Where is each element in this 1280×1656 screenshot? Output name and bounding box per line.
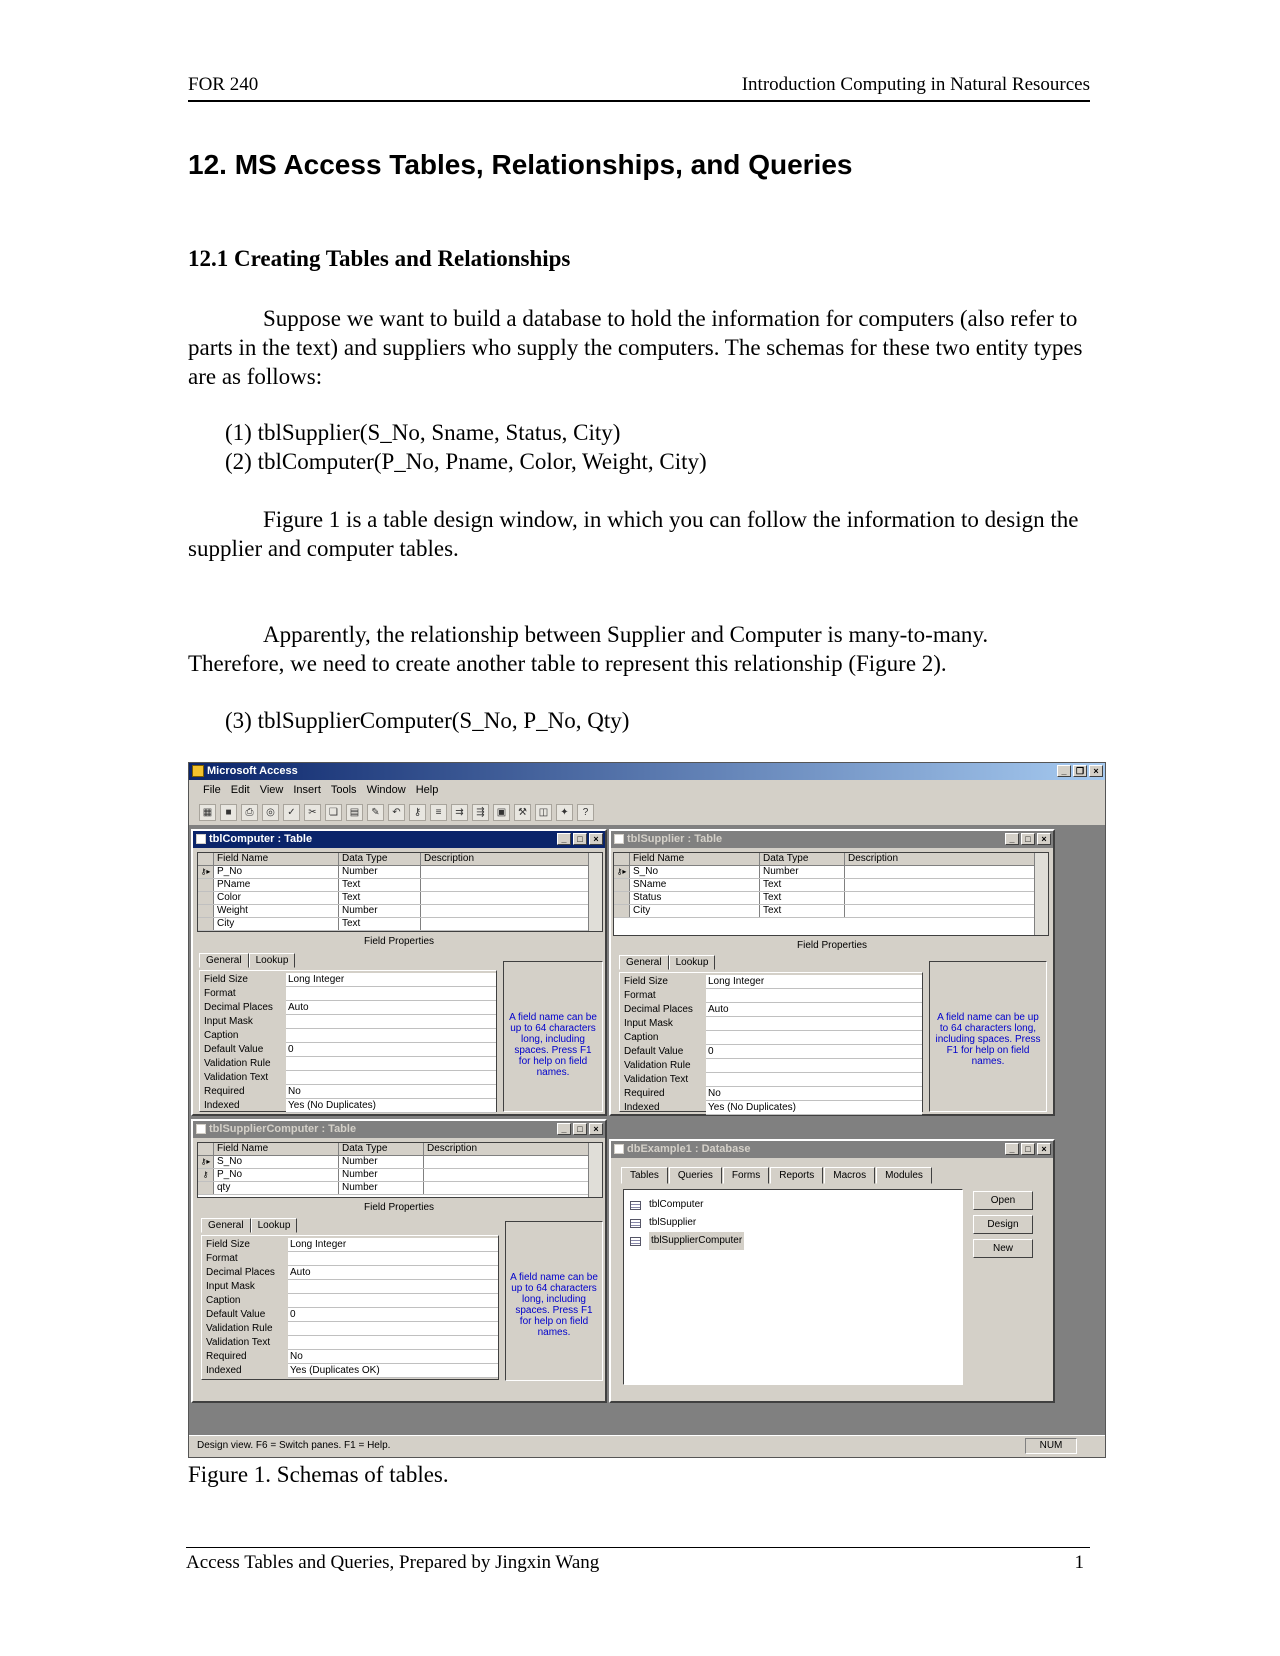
field-properties-label: Field Properties [363, 936, 435, 947]
format-painter-icon[interactable]: ✎ [367, 804, 384, 821]
schema-list-2: (3) tblSupplierComputer(S_No, P_No, Qty) [225, 708, 630, 733]
status-text: Design view. F6 = Switch panes. F1 = Help. [197, 1440, 391, 1451]
database-window[interactable] [609, 1139, 1055, 1403]
open-button[interactable]: Open [973, 1191, 1033, 1210]
cut-icon[interactable]: ✂ [304, 804, 321, 821]
page-header [188, 74, 1090, 102]
table-list [623, 1189, 963, 1385]
save-icon[interactable]: ■ [220, 804, 237, 821]
menu-window[interactable]: Window [366, 784, 406, 796]
list-item[interactable]: tblSupplier [630, 1214, 956, 1232]
computer-table-window[interactable] [191, 829, 607, 1116]
tab-macros[interactable]: Macros [824, 1167, 875, 1184]
design-button[interactable]: Design [973, 1215, 1033, 1234]
copy-icon[interactable]: ❏ [325, 804, 342, 821]
restore-icon[interactable]: ❐ [1073, 765, 1087, 777]
paragraph-2: Figure 1 is a table design window, in which you can follow the information to design the supplier and computer tables. [188, 507, 1079, 561]
undo-icon[interactable]: ↶ [388, 804, 405, 821]
suppliercomputer-table-window[interactable]: tblSupplierComputer : Table _ □ × Field Name Data Type Description ⚷▸ S_No Number ⚷ P_No Number qty Number Field Properties General Lookup Field Size Long Integer Format Decimal Places Auto Input Mask Caption Default Value 0 Validation Rule Validation Text Required No Indexed Yes (Duplicates OK) A field name can be up to 64 characters long, including spaces. Press F1 for help on field names. [191, 1119, 607, 1403]
supplier-table-window[interactable]: tblSupplier : Table _ □ × Field Name Data Type Description ⚷▸ S_No Number SName Text Status Text City Text Field Properties General Lookup Field Size Long Integer Format Decimal Places Auto Input Mask Caption Default Value 0 Validation Rule Validation Text Required No Indexed Yes (No Duplicates) A field name can be up to 64 characters long, including spaces. Press F1 for help on field names. [609, 829, 1055, 1116]
minimize-icon[interactable]: _ [557, 833, 571, 845]
figure-caption: Figure 1. Schemas of tables. [188, 1462, 449, 1487]
view-icon[interactable]: ▦ [199, 804, 216, 821]
minimize-icon[interactable]: _ [557, 1123, 571, 1135]
table-icon [630, 1219, 641, 1228]
status-bar [189, 1435, 1105, 1457]
list-item: (1) tblSupplier(S_No, Sname, Status, City) [225, 420, 621, 445]
page-footer [186, 1547, 1090, 1574]
tab-modules[interactable]: Modules [876, 1167, 932, 1184]
table-row[interactable]: PName Text [198, 879, 602, 892]
properties-panel: Field Size Long Integer Format Decimal Places Auto Input Mask Caption Default Value 0 Validation Rule Validation Text Required No Indexed Yes (No Duplicates) [619, 972, 923, 1112]
list-item[interactable]: tblSupplierComputer [630, 1232, 956, 1250]
maximize-icon[interactable]: □ [573, 833, 587, 845]
window-titlebar: tblSupplierComputer : Table _ □ × [193, 1121, 605, 1138]
print-icon[interactable]: ⎙ [241, 804, 258, 821]
help-text: A field name can be up to 64 characters long, including spaces. Press F1 for help on field names. [929, 961, 1047, 1112]
maximize-icon[interactable]: □ [1021, 833, 1035, 845]
tab-reports[interactable]: Reports [770, 1167, 823, 1184]
field-grid[interactable]: Field Name Data Type Description ⚷▸ S_No Number SName Text Status Text City Text [613, 852, 1049, 936]
table-icon [630, 1201, 641, 1210]
header-course: FOR 240 [188, 74, 259, 95]
table-row[interactable]: ⚷▸ S_No Number [198, 1156, 602, 1169]
table-icon [196, 834, 206, 844]
menu-insert[interactable]: Insert [293, 784, 321, 796]
help-icon[interactable]: ? [577, 804, 594, 821]
menu-bar [189, 780, 1105, 800]
menu-help[interactable]: Help [415, 784, 439, 796]
maximize-icon[interactable]: □ [573, 1123, 587, 1135]
tab-lookup[interactable]: Lookup [249, 953, 296, 968]
close-icon[interactable]: × [1037, 833, 1051, 845]
insert-rows-icon[interactable]: ⇉ [451, 804, 468, 821]
tab-lookup[interactable]: Lookup [669, 955, 716, 970]
window-titlebar: tblSupplier : Table _ □ × [611, 831, 1053, 848]
help-text: A field name can be up to 64 characters long, including spaces. Press F1 for help on field names. [505, 1221, 603, 1381]
table-row[interactable]: ⚷▸ P_No Number [198, 866, 602, 879]
field-grid[interactable]: Field Name Data Type Description ⚷▸ S_No Number ⚷ P_No Number qty Number [197, 1142, 603, 1198]
close-icon[interactable]: × [1037, 1143, 1051, 1155]
table-icon [614, 834, 624, 844]
table-row[interactable]: SName Text [614, 879, 1048, 892]
num-lock-indicator: NUM [1025, 1438, 1077, 1454]
close-icon[interactable]: × [589, 1123, 603, 1135]
field-grid[interactable]: Field Name Data Type Description ⚷▸ P_No Number PName Text Color Text Weight Number City Text [197, 852, 603, 932]
table-icon [196, 1124, 206, 1134]
maximize-icon[interactable]: □ [1021, 1143, 1035, 1155]
menu-view[interactable]: View [259, 784, 284, 796]
paste-icon[interactable]: ▤ [346, 804, 363, 821]
close-icon[interactable]: × [589, 833, 603, 845]
table-row[interactable]: City Text [614, 905, 1048, 918]
paragraph-3: Apparently, the relationship between Supplier and Computer is many-to-many. Therefore, we need to create another table to represent this relationship (Figure 2). [188, 622, 989, 676]
database-icon [614, 1144, 624, 1154]
minimize-icon[interactable]: _ [1057, 765, 1071, 777]
schema-list-1 [225, 418, 707, 476]
list-item[interactable]: tblComputer [630, 1196, 956, 1214]
minimize-icon[interactable]: _ [1005, 833, 1019, 845]
spelling-icon[interactable]: ✓ [283, 804, 300, 821]
properties-panel: Field Size Long Integer Format Decimal Places Auto Input Mask Caption Default Value 0 Validation Rule Validation Text Required No Indexed Yes (Duplicates OK) [201, 1235, 499, 1380]
menu-file[interactable]: File [203, 784, 221, 796]
table-row[interactable]: ⚷ P_No Number [198, 1169, 602, 1182]
build-icon[interactable]: ⚒ [514, 804, 531, 821]
chapter-title: 12. MS Access Tables, Relationships, and Queries [188, 149, 853, 180]
table-row[interactable]: qty Number [198, 1182, 602, 1195]
scrollbar[interactable] [1034, 853, 1048, 935]
tab-tables[interactable]: Tables [621, 1167, 668, 1184]
close-icon[interactable]: × [1089, 765, 1103, 777]
primary-key-icon: ⚷▸ [198, 866, 214, 878]
properties-panel: Field Size Long Integer Format Decimal Places Auto Input Mask Caption Default Value 0 Validation Rule Validation Text Required No Indexed Yes (No Duplicates) [199, 970, 497, 1112]
table-icon [630, 1237, 641, 1246]
scrollbar[interactable] [588, 1143, 602, 1197]
table-row[interactable]: Status Text [614, 892, 1048, 905]
list-item: (2) tblComputer(P_No, Pname, Color, Weight, City) [225, 449, 707, 474]
menu-tools[interactable]: Tools [330, 784, 357, 796]
header-title: Introduction Computing in Natural Resources [741, 74, 1090, 95]
scrollbar[interactable] [588, 853, 602, 931]
tab-lookup[interactable]: Lookup [251, 1218, 298, 1233]
window-titlebar: tblComputer : Table _ □ × [193, 831, 605, 848]
minimize-icon[interactable]: _ [1005, 1143, 1019, 1155]
delete-rows-icon[interactable]: ⇶ [472, 804, 489, 821]
database-window-icon[interactable]: ◫ [535, 804, 552, 821]
menu-edit[interactable]: Edit [230, 784, 250, 796]
primary-key-icon: ⚷ [198, 1169, 214, 1181]
window-titlebar: dbExample1 : Database _ □ × [611, 1141, 1053, 1158]
section-title: 12.1 Creating Tables and Relationships [188, 246, 571, 271]
primary-key-icon[interactable]: ⚷ [409, 804, 426, 821]
table-row[interactable]: City Text [198, 918, 602, 931]
table-row[interactable]: Weight Number [198, 905, 602, 918]
table-row[interactable]: Color Text [198, 892, 602, 905]
access-key-icon [192, 765, 204, 777]
app-title: Microsoft Access [207, 765, 298, 777]
paragraph-1: Suppose we want to build a database to hold the information for computers (also refer to parts in the text) and suppliers who supply the computers. The schemas for these two entity types are as follows: [188, 306, 1083, 389]
toolbar [189, 800, 1105, 826]
preview-icon[interactable]: ◎ [262, 804, 279, 821]
page-number: 1 [1074, 1552, 1084, 1573]
tab-general[interactable]: General [619, 955, 669, 970]
tab-queries[interactable]: Queries [669, 1167, 722, 1184]
primary-key-icon: ⚷▸ [614, 866, 630, 878]
new-button[interactable]: New [973, 1239, 1033, 1258]
table-row[interactable]: ⚷▸ S_No Number [614, 866, 1048, 879]
access-screenshot [188, 762, 1106, 1458]
app-titlebar [189, 763, 1105, 780]
indexes-icon[interactable]: ≡ [430, 804, 447, 821]
primary-key-icon: ⚷▸ [198, 1156, 214, 1168]
tab-forms[interactable]: Forms [723, 1167, 769, 1184]
tab-general[interactable]: General [201, 1218, 251, 1233]
tab-general[interactable]: General [199, 953, 249, 968]
help-text: A field name can be up to 64 characters long, including spaces. Press F1 for help on field names. [503, 961, 603, 1112]
new-object-icon[interactable]: ✦ [556, 804, 573, 821]
footer-text: Access Tables and Queries, Prepared by Jingxin Wang [186, 1552, 600, 1573]
properties-icon[interactable]: ▣ [493, 804, 510, 821]
